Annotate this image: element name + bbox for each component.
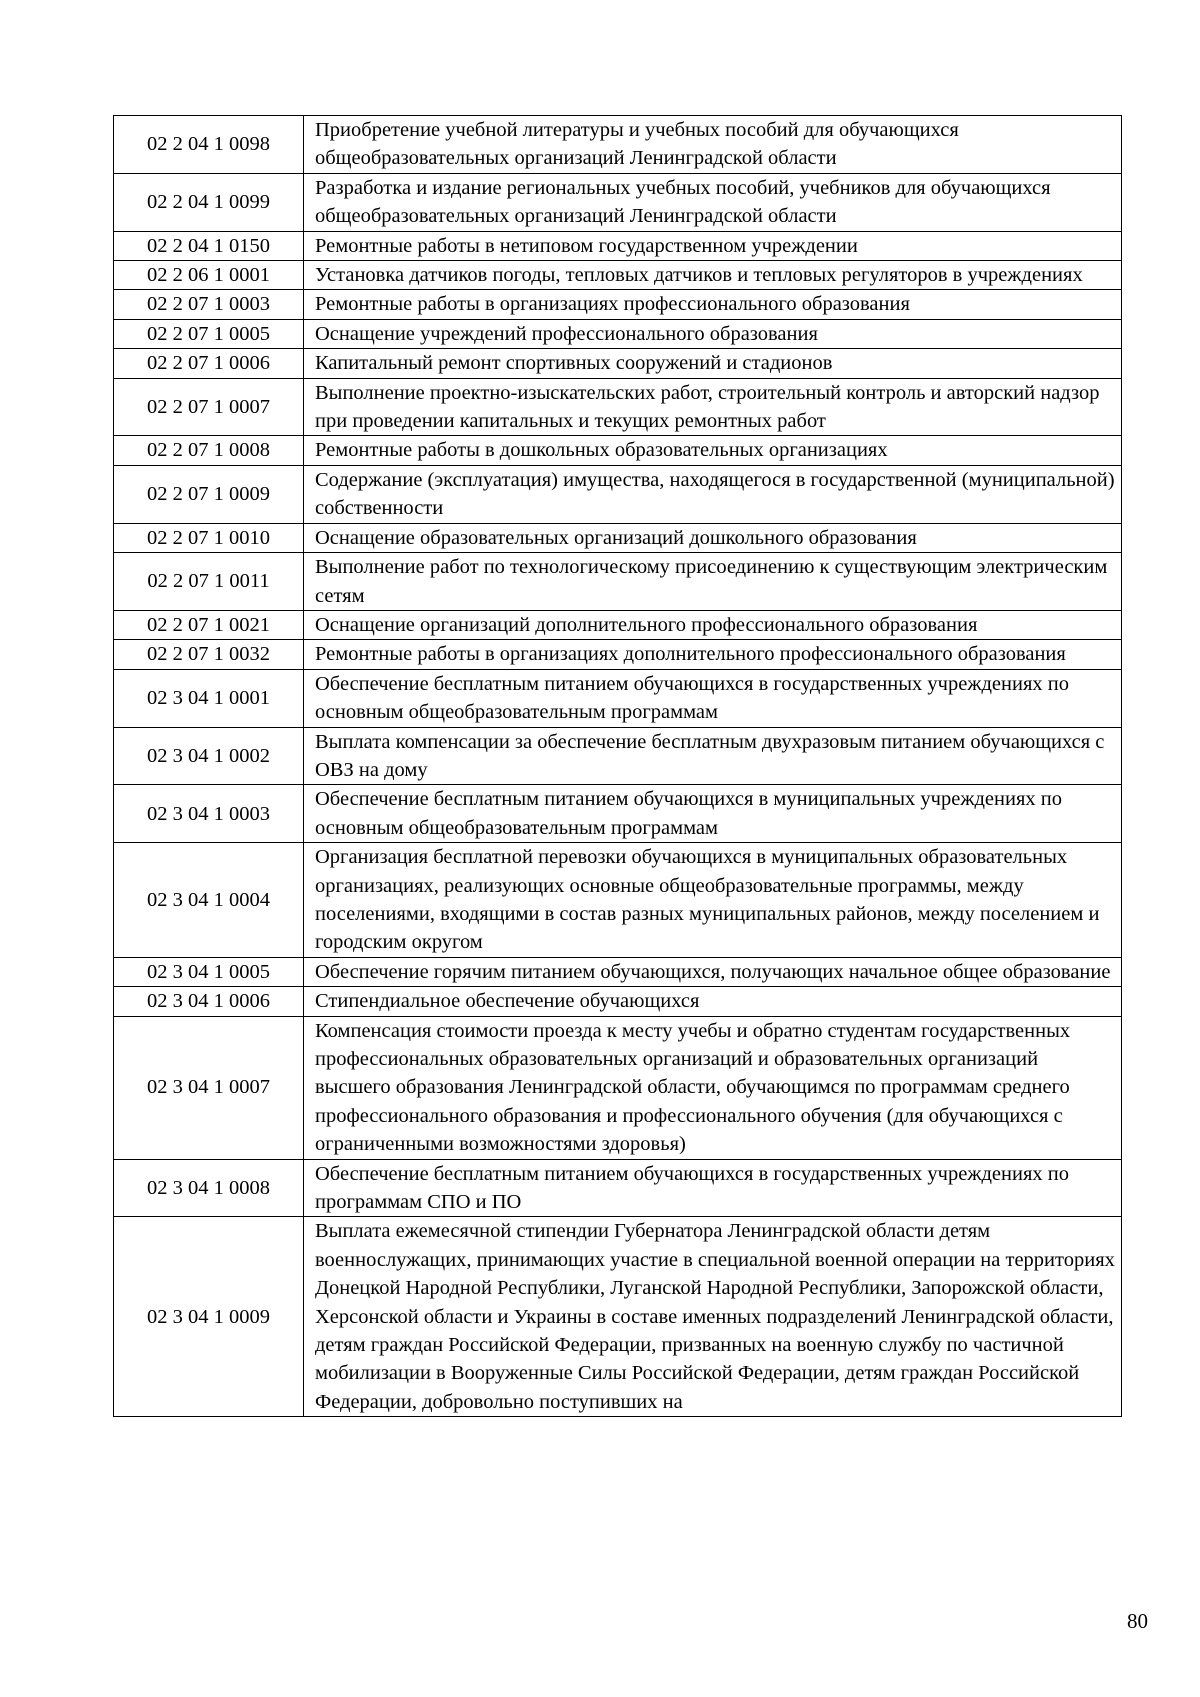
row-code: 02 2 07 1 0005 (114, 319, 304, 348)
row-description: Разработка и издание региональных учебных пособий, учебников для обучающихся общеобразовательных организаций Ленинградской области (304, 173, 1122, 231)
budget-codes-table (113, 115, 1122, 1417)
row-description: Обеспечение бесплатным питанием обучающихся в государственных учреждениях по основным общеобразовательным программам (304, 669, 1122, 727)
table-row (114, 319, 1122, 348)
row-code: 02 3 04 1 0008 (114, 1159, 304, 1217)
table-row (114, 116, 1122, 174)
table-row (114, 290, 1122, 319)
row-description: Ремонтные работы в организациях профессионального образования (304, 290, 1122, 319)
row-code: 02 3 04 1 0005 (114, 957, 304, 986)
table-row (114, 987, 1122, 1016)
row-code: 02 2 07 1 0003 (114, 290, 304, 319)
row-code: 02 2 04 1 0099 (114, 173, 304, 231)
row-description: Приобретение учебной литературы и учебных пособий для обучающихся общеобразовательных организаций Ленинградской области (304, 116, 1122, 174)
row-description: Оснащение организаций дополнительного профессионального образования (304, 610, 1122, 639)
row-description: Обеспечение бесплатным питанием обучающихся в государственных учреждениях по программам СПО и ПО (304, 1159, 1122, 1217)
table-row (114, 553, 1122, 611)
row-description: Выполнение работ по технологическому присоединению к существующим электрическим сетям (304, 553, 1122, 611)
row-code: 02 2 06 1 0001 (114, 261, 304, 290)
table-row (114, 957, 1122, 986)
row-description: Выполнение проектно-изыскательских работ, строительный контроль и авторский надзор при проведении капитальных и текущих ремонтных работ (304, 378, 1122, 436)
row-code: 02 2 07 1 0008 (114, 436, 304, 465)
row-code: 02 2 04 1 0098 (114, 116, 304, 174)
row-description: Содержание (эксплуатация) имущества, находящегося в государственной (муниципальной) собственности (304, 465, 1122, 523)
row-description: Ремонтные работы в дошкольных образовательных организациях (304, 436, 1122, 465)
row-description: Оснащение учреждений профессионального образования (304, 319, 1122, 348)
row-description: Установка датчиков погоды, тепловых датчиков и тепловых регуляторов в учреждениях (304, 261, 1122, 290)
table-row (114, 261, 1122, 290)
table-body (114, 116, 1122, 1417)
row-code: 02 3 04 1 0001 (114, 669, 304, 727)
row-code: 02 3 04 1 0003 (114, 785, 304, 843)
row-description: Обеспечение бесплатным питанием обучающихся в муниципальных учреждениях по основным общеобразовательным программам (304, 785, 1122, 843)
row-description: Организация бесплатной перевозки обучающихся в муниципальных образовательных организациях, реализующих основные общеобразовательные программы, между поселениями, входящими в состав разных муниципальных районов, между поселением и городским округом (304, 843, 1122, 958)
row-description: Ремонтные работы в организациях дополнительного профессионального образования (304, 640, 1122, 669)
row-description: Ремонтные работы в нетиповом государственном учреждении (304, 231, 1122, 260)
table-row (114, 436, 1122, 465)
table-row (114, 610, 1122, 639)
row-code: 02 3 04 1 0006 (114, 987, 304, 1016)
table-row (114, 640, 1122, 669)
row-code: 02 2 07 1 0006 (114, 349, 304, 378)
row-code: 02 2 07 1 0021 (114, 610, 304, 639)
table-row (114, 349, 1122, 378)
table-row (114, 1217, 1122, 1417)
row-code: 02 3 04 1 0004 (114, 843, 304, 958)
row-description: Обеспечение горячим питанием обучающихся, получающих начальное общее образование (304, 957, 1122, 986)
row-description: Компенсация стоимости проезда к месту учебы и обратно студентам государственных профессиональных образовательных организаций и образовательных организаций высшего образования Ленинградской области, обучающимся по программам среднего профессионального образования и профессионального обучения (для обучающихся с ограниченными возможностями здоровья) (304, 1016, 1122, 1159)
table-row (114, 231, 1122, 260)
table-row (114, 378, 1122, 436)
row-code: 02 2 07 1 0007 (114, 378, 304, 436)
row-code: 02 3 04 1 0009 (114, 1217, 304, 1417)
row-code: 02 2 07 1 0009 (114, 465, 304, 523)
row-code: 02 2 07 1 0010 (114, 523, 304, 552)
row-code: 02 3 04 1 0007 (114, 1016, 304, 1159)
table-row (114, 785, 1122, 843)
table-row (114, 669, 1122, 727)
table-row (114, 727, 1122, 785)
row-description: Выплата компенсации за обеспечение бесплатным двухразовым питанием обучающихся с ОВЗ на дому (304, 727, 1122, 785)
table-row (114, 1159, 1122, 1217)
table-row (114, 523, 1122, 552)
row-description: Оснащение образовательных организаций дошкольного образования (304, 523, 1122, 552)
row-code: 02 3 04 1 0002 (114, 727, 304, 785)
table-row (114, 843, 1122, 958)
row-code: 02 2 04 1 0150 (114, 231, 304, 260)
table-row (114, 173, 1122, 231)
row-description: Капитальный ремонт спортивных сооружений и стадионов (304, 349, 1122, 378)
row-description: Выплата ежемесячной стипендии Губернатора Ленинградской области детям военнослужащих, принимающих участие в специальной военной операции на территориях Донецкой Народной Республики, Луганской Народной Республики, Запорожской области, Херсонской области и Украины в составе именных подразделений Ленинградской области, детям граждан Российской Федерации, призванных на военную службу по частичной мобилизации в Вооруженные Силы Российской Федерации, детям граждан Российской Федерации, добровольно поступивших на (304, 1217, 1122, 1417)
table-row (114, 1016, 1122, 1159)
row-description: Стипендиальное обеспечение обучающихся (304, 987, 1122, 1016)
row-code: 02 2 07 1 0011 (114, 553, 304, 611)
table-row (114, 465, 1122, 523)
row-code: 02 2 07 1 0032 (114, 640, 304, 669)
page-number: 80 (1127, 1609, 1148, 1633)
